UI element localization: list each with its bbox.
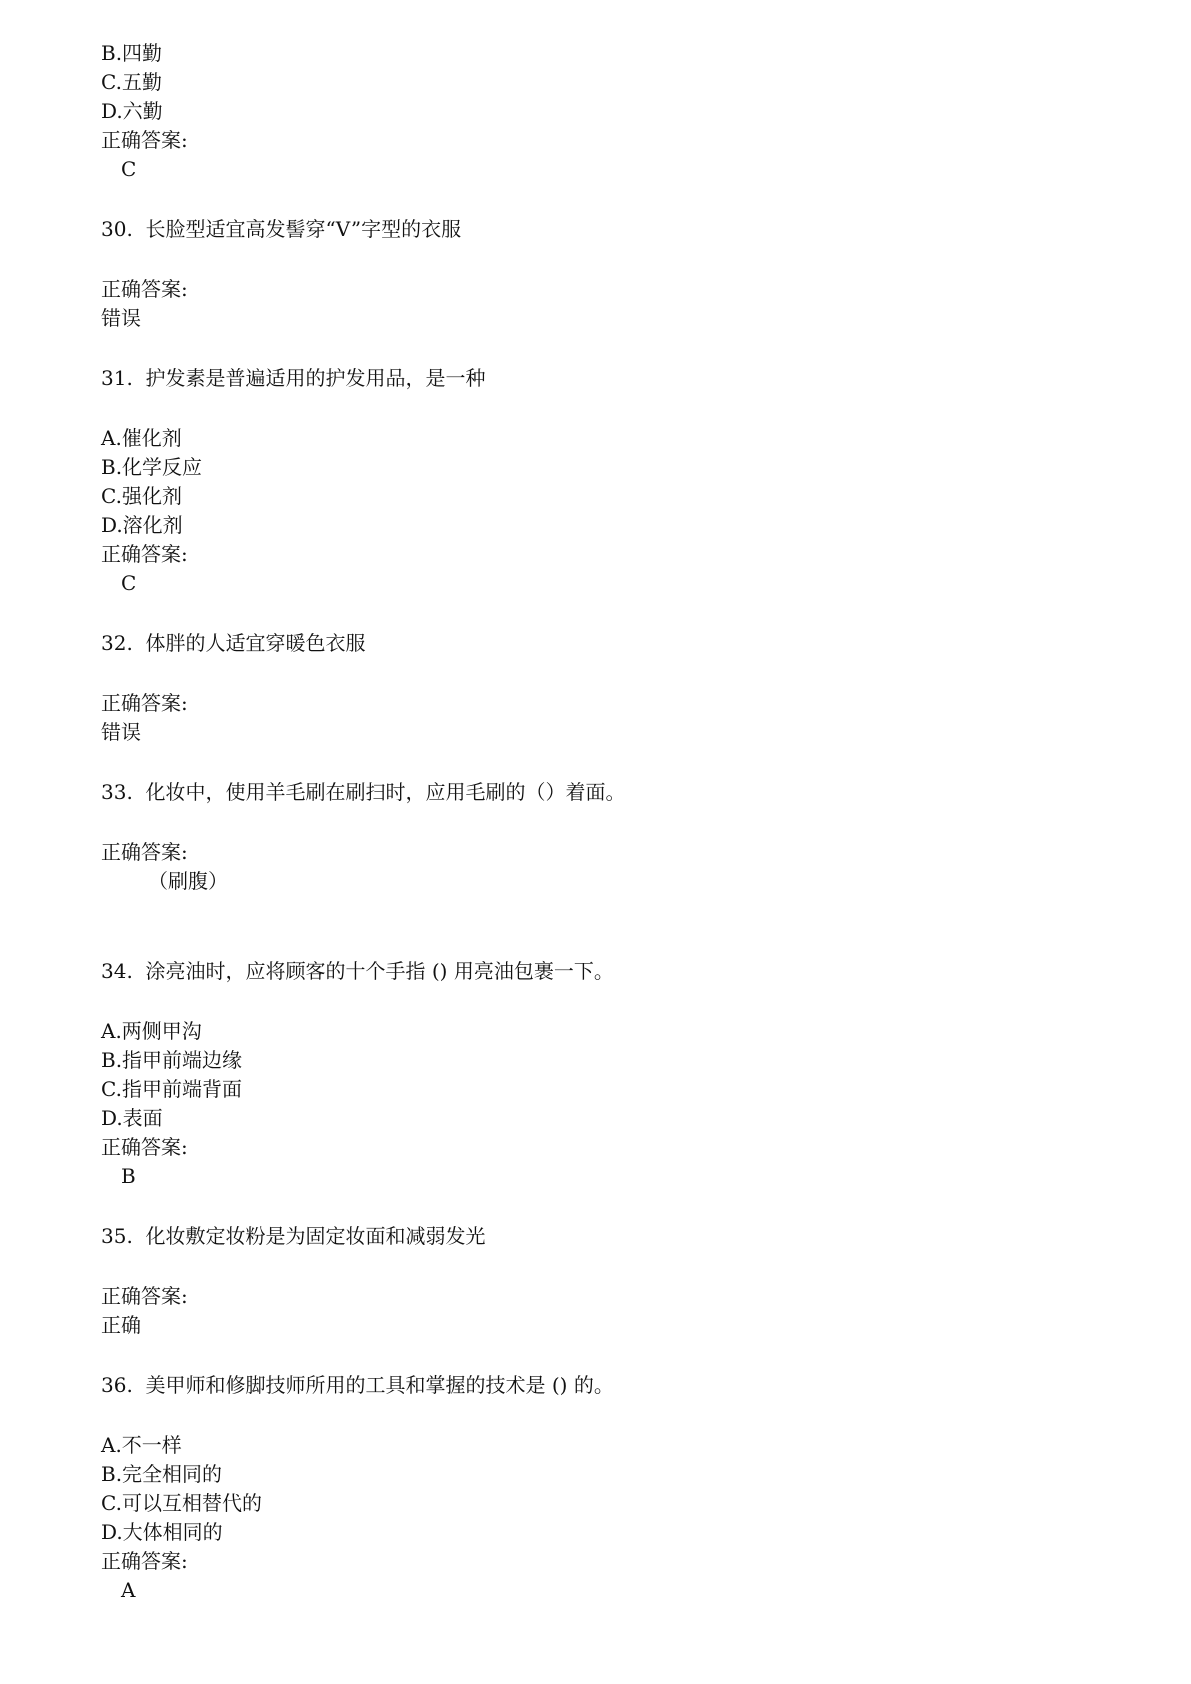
q30-answer-label: 正确答案: [101,277,188,301]
q29-option-c: C.五勤 [101,70,162,94]
q36-answer: A [121,1578,136,1602]
q35-answer-label: 正确答案: [101,1284,188,1308]
q33-question: 33. 化妆中，使用羊毛刷在刷扫时，应用毛刷的（）着面。 [101,780,626,804]
q29-answer-label: 正确答案: [101,128,188,152]
q33-answer: （刷腹） [148,869,228,893]
q29-option-b: B.四勤 [101,41,163,65]
q34-option-a: A.两侧甲沟 [101,1019,202,1043]
q31-option-b: B.化学反应 [101,455,203,479]
q30-question: 30. 长脸型适宜高发髻穿“V”字型的衣服 [101,217,462,241]
q36-option-d: D.大体相同的 [101,1520,223,1544]
q31-question: 31. 护发素是普遍适用的护发用品，是一种 [101,366,486,390]
q31-option-d: D.溶化剂 [101,513,183,537]
q34-answer-label: 正确答案: [101,1135,188,1159]
q33-answer-label: 正确答案: [101,840,188,864]
q36-question: 36. 美甲师和修脚技师所用的工具和掌握的技术是 () 的。 [101,1373,614,1397]
q34-option-c: C.指甲前端背面 [101,1077,242,1101]
q34-answer: B [121,1164,136,1188]
q30-answer: 错误 [101,306,141,330]
q34-option-d: D.表面 [101,1106,163,1130]
q34-option-b: B.指甲前端边缘 [101,1048,243,1072]
q32-answer: 错误 [101,720,141,744]
q35-answer: 正确 [101,1313,141,1337]
q36-answer-label: 正确答案: [101,1549,188,1573]
q31-answer-label: 正确答案: [101,542,188,566]
q36-option-a: A.不一样 [101,1433,182,1457]
q31-option-c: C.强化剂 [101,484,182,508]
q35-question: 35. 化妆敷定妆粉是为固定妆面和减弱发光 [101,1224,486,1248]
q36-option-c: C.可以互相替代的 [101,1491,262,1515]
q32-question: 32. 体胖的人适宜穿暖色衣服 [101,631,366,655]
q36-option-b: B.完全相同的 [101,1462,223,1486]
q29-option-d: D.六勤 [101,99,163,123]
q32-answer-label: 正确答案: [101,691,188,715]
q29-answer: C [121,157,137,181]
q34-question: 34. 涂亮油时，应将顾客的十个手指 () 用亮油包裹一下。 [101,959,614,983]
q31-answer: C [121,571,137,595]
q31-option-a: A.催化剂 [101,426,182,450]
